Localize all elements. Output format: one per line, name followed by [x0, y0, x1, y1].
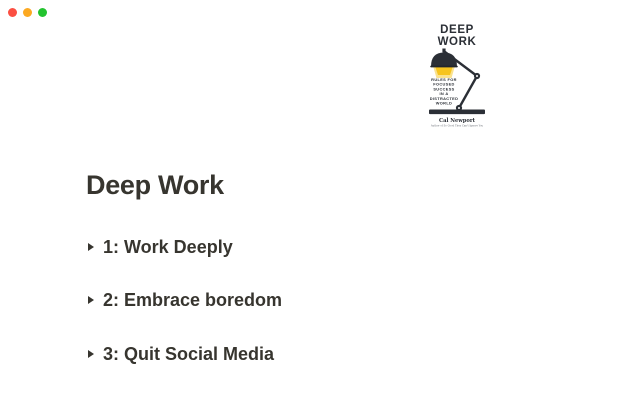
cover-title-line1: DEEP: [440, 24, 474, 36]
toggle-triangle-icon[interactable]: [88, 296, 94, 304]
toggle-item-quit-social-media[interactable]: [88, 342, 274, 366]
window-controls: [8, 8, 47, 17]
book-cover-illustration: [424, 17, 490, 130]
minimize-window-button[interactable]: [23, 8, 32, 17]
toggle-item-embrace-boredom[interactable]: [88, 288, 282, 312]
close-window-button[interactable]: [8, 8, 17, 17]
cover-subtitle-line: SUCCESS: [433, 86, 455, 92]
toggle-label: 1: Work Deeply: [103, 236, 233, 257]
cover-title-line2: WORK: [437, 36, 477, 48]
zoom-window-button[interactable]: [38, 8, 47, 17]
lamp-base: [429, 110, 485, 115]
toggle-triangle-icon[interactable]: [88, 350, 94, 358]
cover-subtitle: [430, 77, 459, 106]
book-cover-image[interactable]: [424, 17, 490, 130]
cover-subtitle-line: IN A: [439, 91, 449, 97]
page-title: Deep Work: [86, 170, 224, 200]
toggle-triangle-icon[interactable]: [88, 243, 94, 251]
toggle-label: 3: Quit Social Media: [103, 343, 275, 364]
toggle-label: 2: Embrace boredom: [103, 289, 283, 310]
lamp-shade: [430, 49, 458, 68]
cover-author: Cal Newport: [439, 118, 475, 124]
cover-subtitle-line: FOCUSED: [433, 81, 455, 87]
cover-subtitle-line: DISTRACTED: [429, 95, 459, 101]
toggle-item-work-deeply[interactable]: [88, 235, 233, 259]
cover-subtitle-line: RULES FOR: [431, 77, 457, 82]
cover-subtitle-line: WORLD: [435, 100, 453, 106]
cover-author-tagline: Author of So Good They Can't Ignore You: [430, 124, 484, 128]
